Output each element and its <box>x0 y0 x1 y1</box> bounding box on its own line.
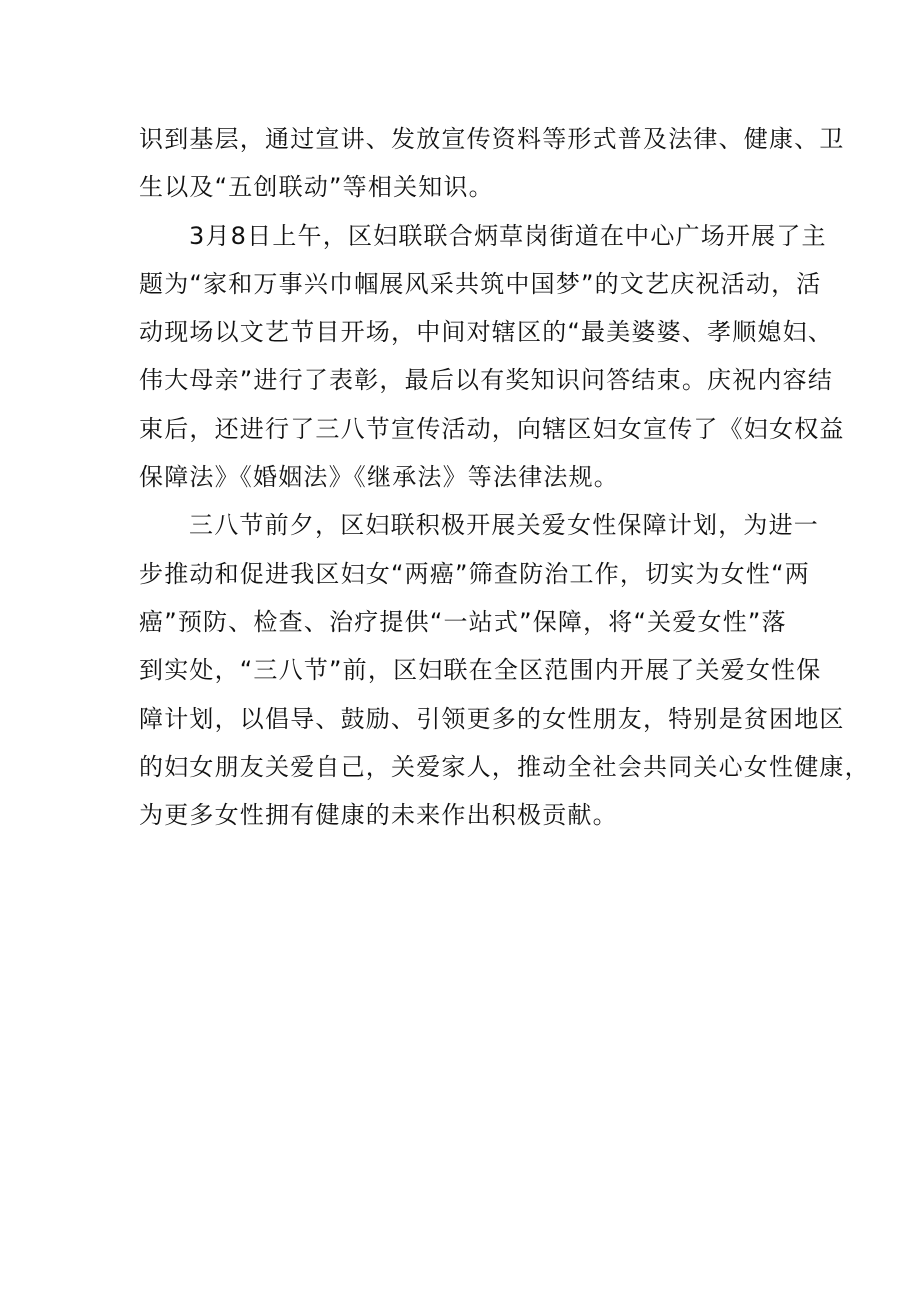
paragraph-1-line-2: 生以及“五创联动”等相关知识。 <box>139 173 494 202</box>
paragraph-2-line-2: 题为“家和万事兴巾帼展风采共筑中国梦”的文艺庆祝活动，活 <box>139 269 822 298</box>
paragraph-3 <box>139 501 870 839</box>
paragraph-1-line-1: 识到基层，通过宣讲、发放宣传资料等形式普及法律、健康、卫 <box>139 125 845 153</box>
paragraph-3-line-2: 步推动和促进我区妇女“两癌”筛查防治工作，切实为女性“两 <box>139 559 810 588</box>
paragraph-3-line-3: 癌”预防、检查、治疗提供“一站式”保障，将“关爱女性”落 <box>139 607 787 636</box>
paragraph-2-line-6: 保障法》《婚姻法》《继承法》等法律法规。 <box>139 463 619 492</box>
paragraph-2-line-4: 伟大母亲”进行了表彰，最后以有奖知识问答结束。庆祝内容结 <box>139 366 834 395</box>
paragraph-2-line-3: 动现场以文艺节目开场，中间对辖区的“最美婆婆、孝顺媳妇、 <box>139 318 834 347</box>
paragraph-2-line-1: 3月8日上午，区妇联联合炳草岗街道在中心广场开展了主 <box>189 221 827 250</box>
paragraph-3-line-7: 为更多女性拥有健康的未来作出积极贡献。 <box>139 801 618 830</box>
paragraph-3-line-4: 到实处，“三八节”前，区妇联在全区范围内开展了关爱女性保 <box>139 656 822 685</box>
paragraph-2 <box>139 212 845 502</box>
paragraph-1 <box>139 115 845 212</box>
paragraph-2-line-5: 束后，还进行了三八节宣传活动，向辖区妇女宣传了《妇女权益 <box>139 414 845 443</box>
paragraph-3-line-1: 三八节前夕，区妇联积极开展关爱女性保障计划，为进一 <box>189 511 819 540</box>
document-body <box>139 115 870 839</box>
paragraph-3-line-6: 的妇女朋友关爱自己，关爱家人，推动全社会共同关心女性健康， <box>139 752 870 781</box>
paragraph-3-line-5: 障计划，以倡导、鼓励、引领更多的女性朋友，特别是贫困地区 <box>139 704 845 733</box>
